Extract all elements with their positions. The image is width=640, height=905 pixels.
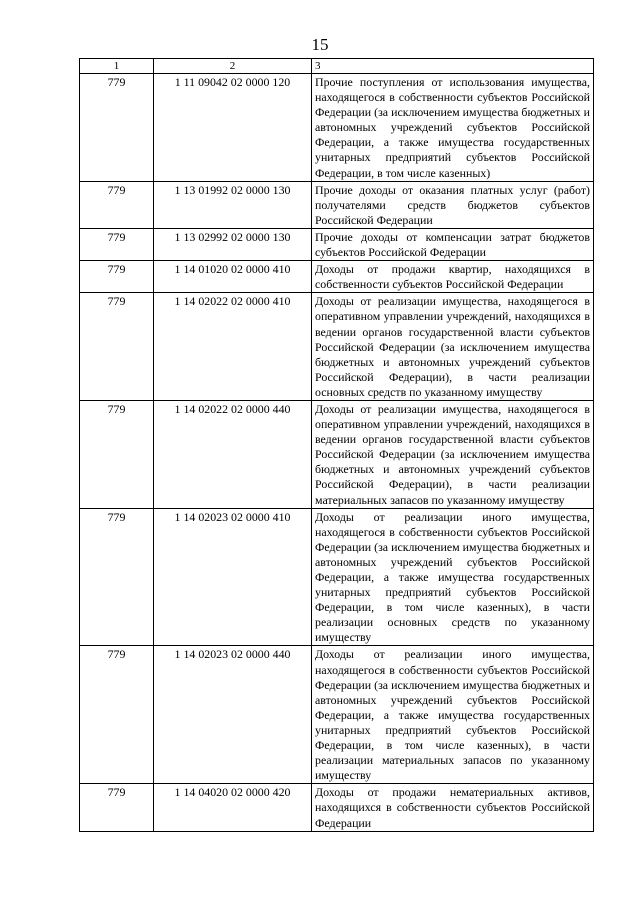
admin-code-cell: 779: [80, 228, 154, 260]
admin-code-cell: 779: [80, 784, 154, 831]
budget-classification-table: [79, 58, 594, 832]
admin-code-cell: 779: [80, 293, 154, 401]
admin-code-cell: 779: [80, 508, 154, 646]
admin-code-cell: 779: [80, 181, 154, 228]
revenue-code-cell: 1 14 01020 02 0000 410: [154, 261, 312, 293]
table-row: [80, 293, 594, 401]
revenue-name-cell: Доходы от реализации имущества, находящегося в оперативном управлении учреждений, находящихся в ведении органов государственной власти субъектов Российской Федерации (за исключением имущества бюджетных и автономных учреждений субъектов Российской Федерации), в части реализации материальных запасов по указанному имуществу: [312, 400, 594, 508]
column-number-2: 2: [154, 59, 312, 74]
table-row: [80, 400, 594, 508]
revenue-code-cell: 1 14 02022 02 0000 440: [154, 400, 312, 508]
revenue-name-cell: Доходы от реализации иного имущества, находящегося в собственности субъектов Российской Федерации (за исключением имущества бюджетных и автономных учреждений субъектов Российской Федерации, а также имущества государственных унитарных предприятий субъектов Российской Федерации, в том числе казенных), в части реализации материальных запасов по указанному имуществу: [312, 646, 594, 784]
table-header-row: [80, 59, 594, 74]
column-number-3: 3: [312, 59, 594, 74]
table-row: [80, 508, 594, 646]
revenue-code-cell: 1 14 02023 02 0000 440: [154, 646, 312, 784]
revenue-name-cell: Доходы от реализации имущества, находящегося в оперативном управлении учреждений, находящихся в ведении органов государственной власти субъектов Российской Федерации (за исключением имущества бюджетных и автономных учреждений субъектов Российской Федерации), в части реализации основных средств по указанному имуществу: [312, 293, 594, 401]
admin-code-cell: 779: [80, 74, 154, 182]
revenue-code-cell: 1 11 09042 02 0000 120: [154, 74, 312, 182]
revenue-name-cell: Доходы от продажи нематериальных активов, находящихся в собственности субъектов Российской Федерации: [312, 784, 594, 831]
revenue-name-cell: Доходы от реализации иного имущества, находящегося в собственности субъектов Российской Федерации (за исключением имущества бюджетных и автономных учреждений субъектов Российской Федерации, а также имущества государственных унитарных предприятий субъектов Российской Федерации, в том числе казенных), в части реализации основных средств по указанному имуществу: [312, 508, 594, 646]
table-row: [80, 261, 594, 293]
revenue-code-cell: 1 14 04020 02 0000 420: [154, 784, 312, 831]
column-number-1: 1: [80, 59, 154, 74]
admin-code-cell: 779: [80, 646, 154, 784]
table-row: [80, 74, 594, 182]
table-row: [80, 646, 594, 784]
admin-code-cell: 779: [80, 400, 154, 508]
table-body: [80, 59, 594, 832]
revenue-code-cell: 1 13 02992 02 0000 130: [154, 228, 312, 260]
table-row: [80, 228, 594, 260]
revenue-code-cell: 1 14 02023 02 0000 410: [154, 508, 312, 646]
revenue-code-cell: 1 13 01992 02 0000 130: [154, 181, 312, 228]
revenue-name-cell: Прочие поступления от использования имущества, находящегося в собственности субъектов Российской Федерации (за исключением имущества бюджетных и автономных учреждений субъектов Российской Федерации, а также имущества государственных унитарных предприятий субъектов Российской Федерации, в том числе казенных): [312, 74, 594, 182]
page-number: 15: [311, 35, 329, 54]
table-row: [80, 784, 594, 831]
revenue-name-cell: Прочие доходы от компенсации затрат бюджетов субъектов Российской Федерации: [312, 228, 594, 260]
table-row: [80, 181, 594, 228]
revenue-name-cell: Прочие доходы от оказания платных услуг (работ) получателями средств бюджетов субъектов Российской Федерации: [312, 181, 594, 228]
revenue-name-cell: Доходы от продажи квартир, находящихся в собственности субъектов Российской Федерации: [312, 261, 594, 293]
admin-code-cell: 779: [80, 261, 154, 293]
revenue-code-cell: 1 14 02022 02 0000 410: [154, 293, 312, 401]
